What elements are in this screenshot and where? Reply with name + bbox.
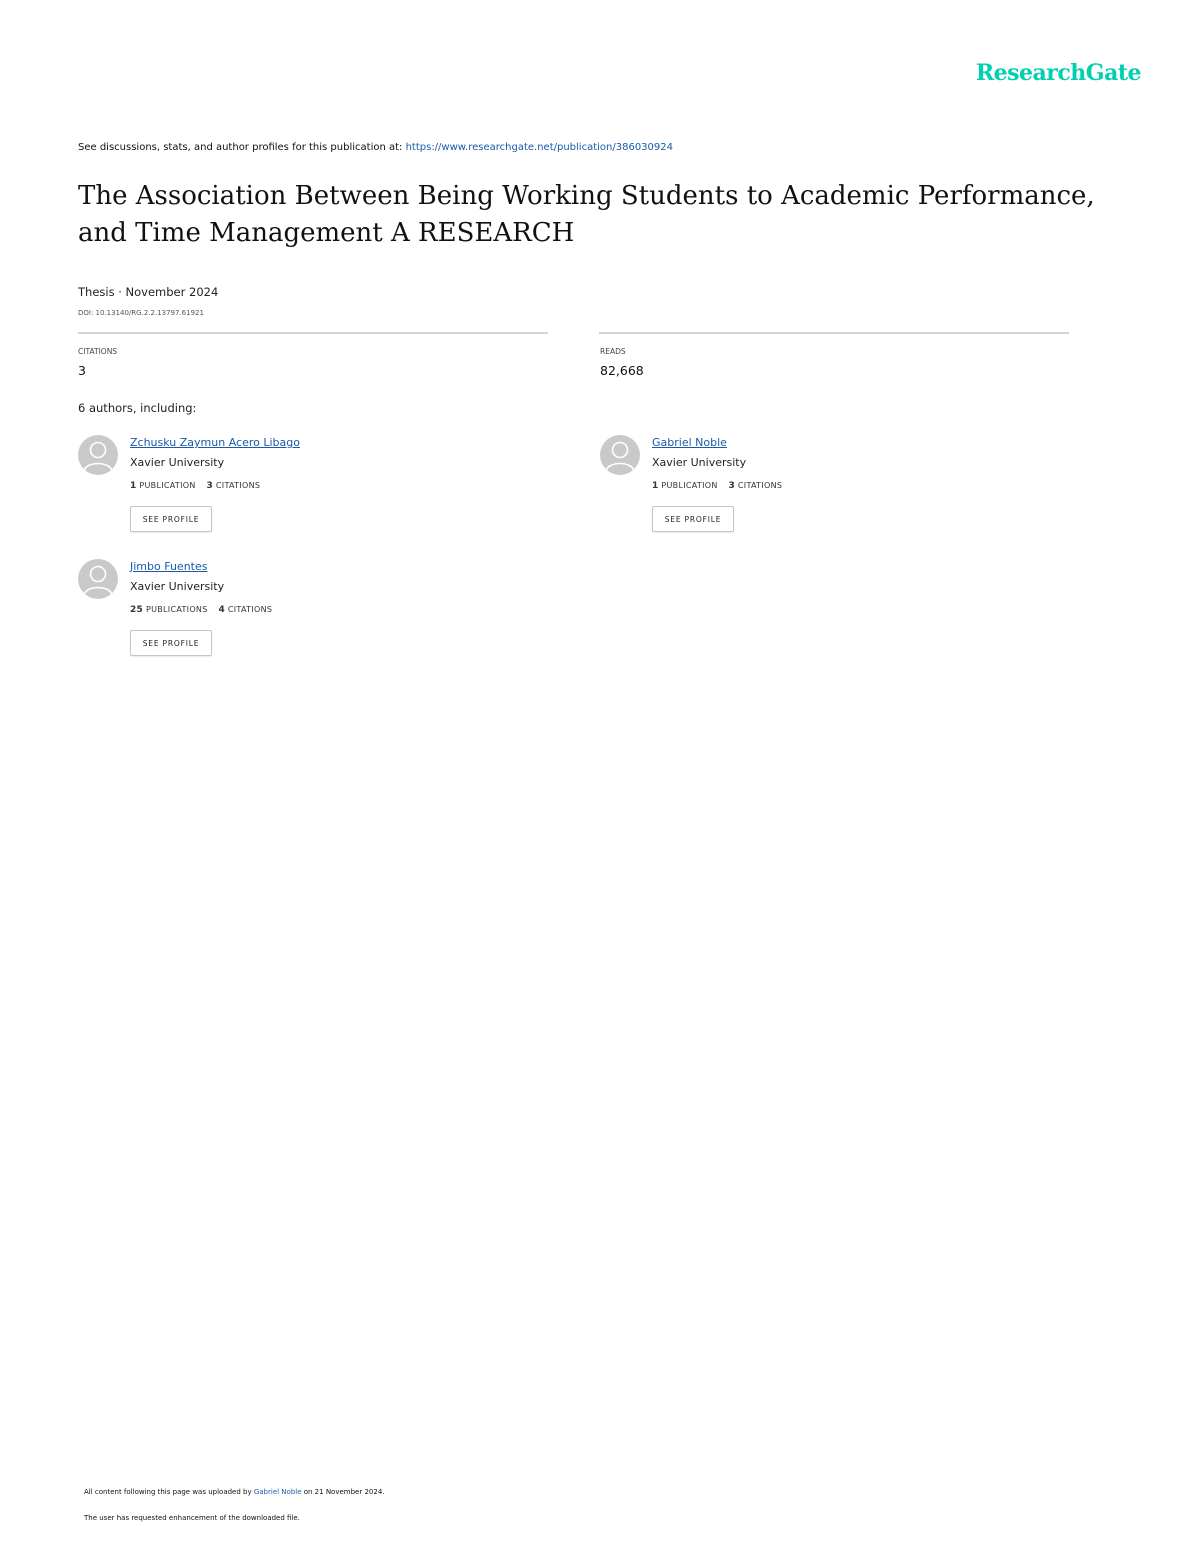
author-publications-label: PUBLICATION [139,481,196,490]
citations-label: CITATIONS [78,347,118,356]
upload-note-prefix: All content following this page was uploaded by [84,1488,254,1496]
upload-note-suffix: on 21 November 2024. [301,1488,385,1496]
authors-heading: 6 authors, including: [78,401,197,415]
avatar-placeholder-icon[interactable] [78,435,118,475]
author-card [600,435,1020,545]
author-card [78,435,498,545]
author-publications-count: 25 [130,605,144,615]
author-name-link[interactable]: Jimbo Fuentes [130,560,208,573]
publication-doi: DOI: 10.13140/RG.2.2.13797.61921 [78,309,204,317]
author-stats [130,605,272,615]
publication-type-date: Thesis · November 2024 [78,285,219,299]
divider-citations [78,332,548,334]
avatar-placeholder-icon[interactable] [78,559,118,599]
discussion-text: See discussions, stats, and author profiles for this publication at: [78,142,406,153]
author-name-link[interactable]: Gabriel Noble [652,436,727,449]
publication-title: The Association Between Being Working Students to Academic Performance, and Time Management A RESEARCH [78,181,1095,248]
author-publications-label: PUBLICATION [661,481,718,490]
author-institution: Xavier University [130,580,225,593]
author-publications-label: PUBLICATIONS [145,605,208,614]
author-citations-count: 4 [218,605,226,615]
publication-link[interactable]: https://www.researchgate.net/publication/386030924 [405,142,673,153]
divider-reads [599,332,1069,334]
author-stats [652,481,782,491]
avatar-placeholder-icon[interactable] [600,435,640,475]
author-citations-label: CITATIONS [737,481,783,490]
see-profile-button[interactable]: SEE PROFILE [652,506,734,532]
enhancement-note: The user has requested enhancement of the downloaded file. [84,1514,300,1522]
citations-value: 3 [78,363,86,378]
see-profile-button[interactable]: SEE PROFILE [130,506,212,532]
author-publications-count: 1 [130,481,137,491]
reads-label: READS [600,347,626,356]
discussion-line [78,142,673,153]
author-institution: Xavier University [130,456,225,469]
upload-note [84,1488,385,1496]
author-institution: Xavier University [652,456,747,469]
author-citations-count: 3 [206,481,214,491]
see-profile-button[interactable]: SEE PROFILE [130,630,212,656]
author-name-link[interactable]: Zchusku Zaymun Acero Libago [130,436,300,449]
author-citations-count: 3 [728,481,736,491]
uploader-link[interactable]: Gabriel Noble [253,1488,302,1496]
author-stats [130,481,260,491]
author-publications-count: 1 [652,481,659,491]
researchgate-logo[interactable]: ResearchGate [975,60,1141,86]
author-card [78,559,498,669]
author-citations-label: CITATIONS [215,481,261,490]
reads-value: 82,668 [600,363,644,378]
author-citations-label: CITATIONS [227,605,273,614]
